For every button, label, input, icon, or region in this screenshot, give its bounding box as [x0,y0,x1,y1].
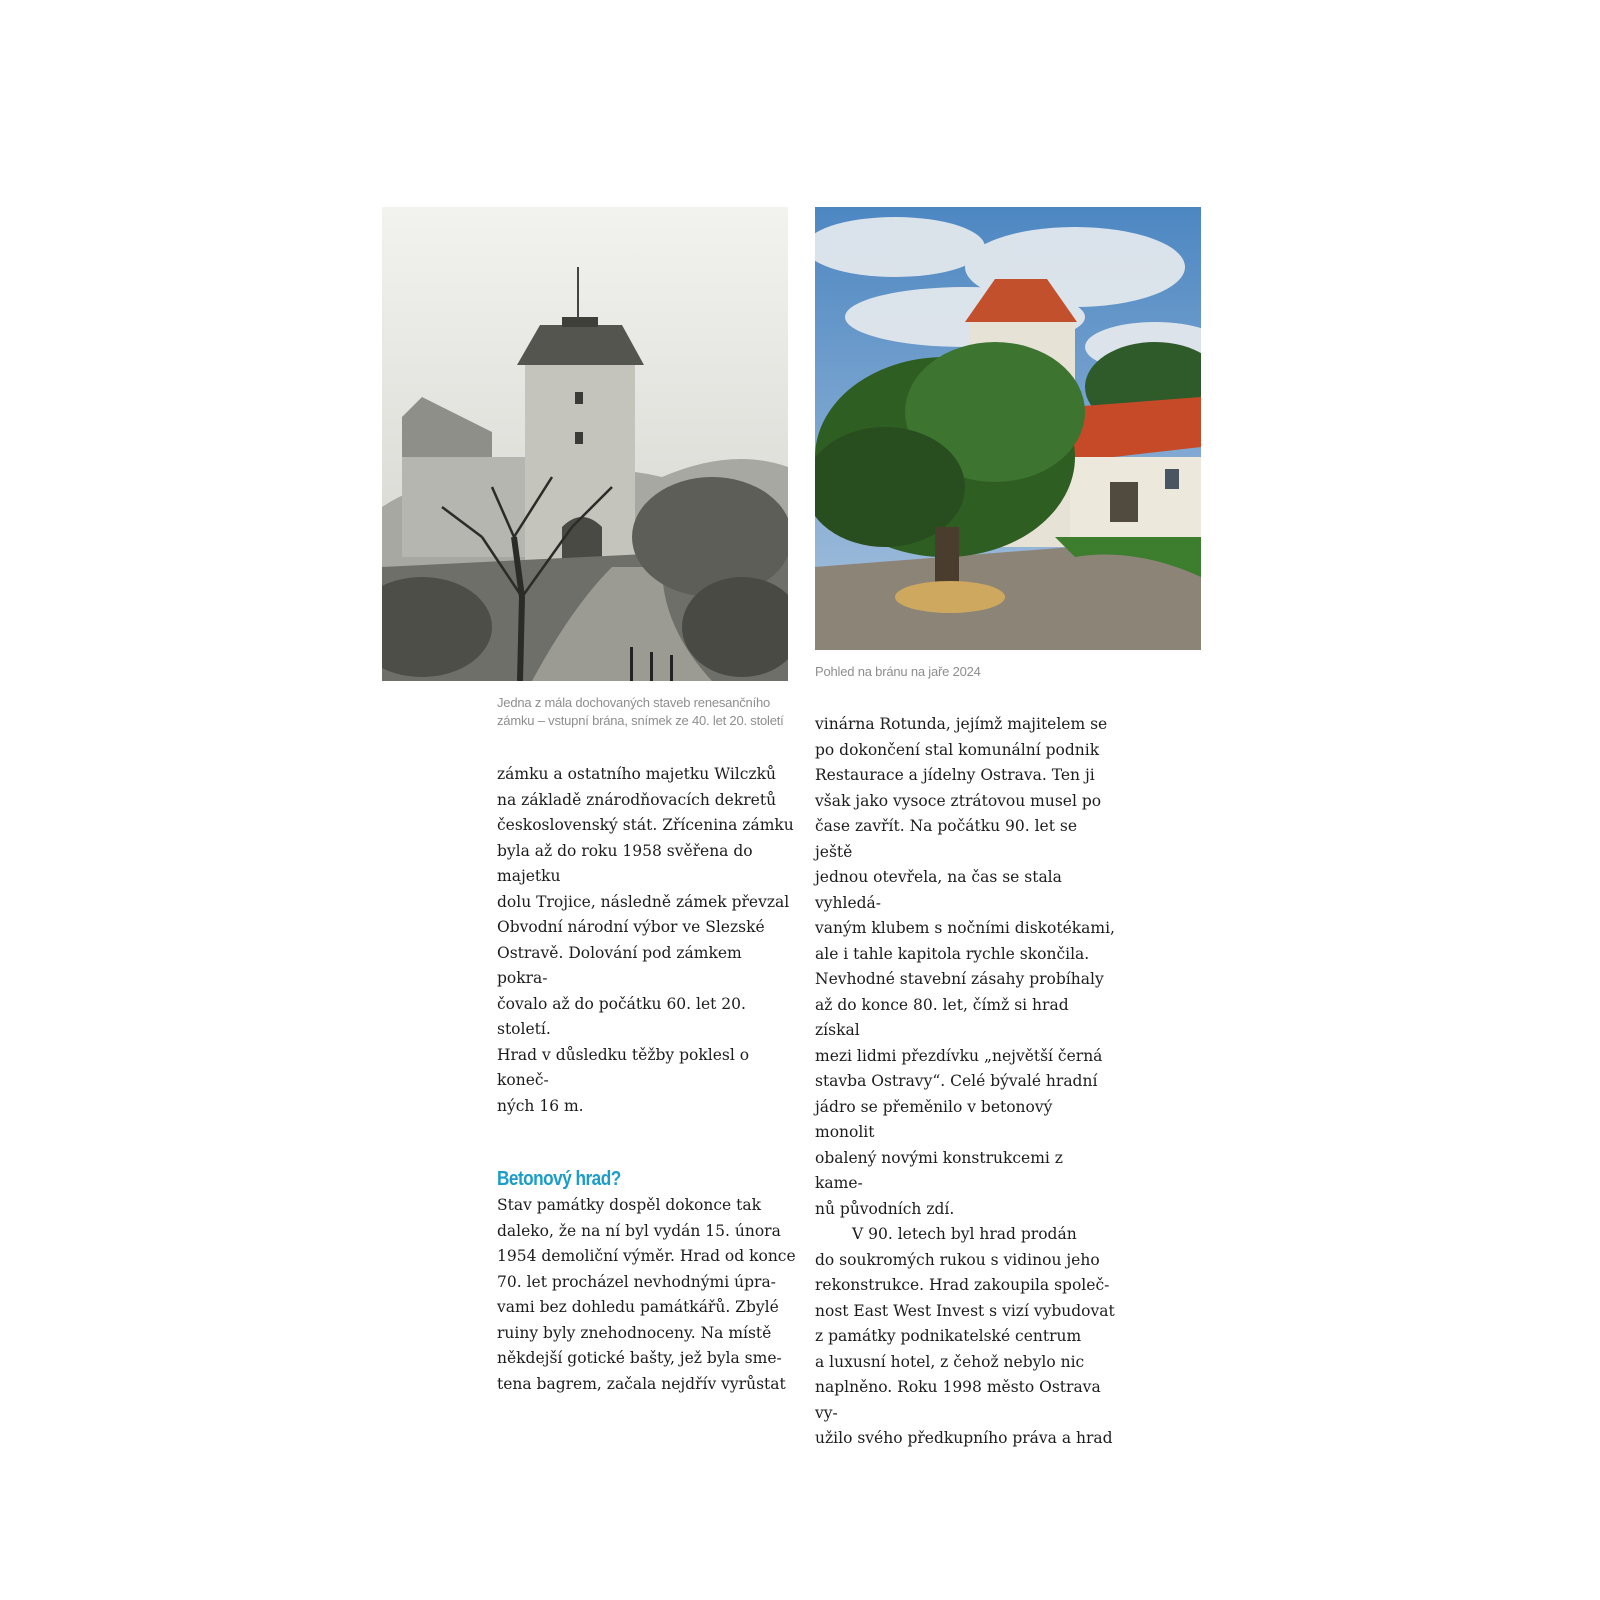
gate-spring-photo [815,207,1201,650]
text-column-left [497,762,797,1397]
body-paragraph: zámku a ostatního majetku Wilczků na základě znárodňovacích dekretů československý stát. Zřícenina zámku byla až do roku 1958 svěřena do majetku dolu Trojice, následně zámek převzal Obvodní národní výbor ve Slezské Ostravě. Dolování pod zámkem pokra- čovalo až do počátku 60. let 20. století. Hrad v důsledku těžby poklesl o koneč- ných 16 m. [497,765,794,1115]
photo-caption-left [497,694,797,730]
body-paragraph: Stav památky dospěl dokonce tak daleko, že na ní byl vydán 15. února 1954 demoliční výměr. Hrad od konce 70. let procházel nevhodnými úpra- vami bez dohledu památkářů. Zbylé ruiny byly znehodnoceny. Na místě někdejší gotické bašty, jež byla sme- tena bagrem, začala nejdřív vyrůstat [497,1196,796,1393]
body-paragraph: V 90. letech byl hrad prodán do soukromých rukou s vidinou jeho rekonstrukce. Hrad zakoupila společ- nost East West Invest s vizí vybudovat z památky podnikatelské centrum a luxusní hotel, z čehož nebylo nic naplněno. Roku 1998 město Ostrava vy- užilo svého předkupního práva a hrad [815,1225,1115,1447]
caption-text: Jedna z mála dochovaných staveb renesančního zámku – vstupní brána, snímek ze 40. let 20. století [497,695,784,728]
text-column-right [815,712,1115,1452]
caption-text: Pohled na bránu na jaře 2024 [815,664,981,679]
body-paragraph: vinárna Rotunda, jejímž majitelem se po dokončení stal komunální podnik Restaurace a jídelny Ostrava. Ten ji však jako vysoce ztrátovou musel po čase zavřít. Na počátku 90. let se ještě jednou otevřela, na čas se stala vyhledá- vaným klubem s nočními diskotékami, ale i tahle kapitola rychle skončila. Nevhodné stavební zásahy probíhaly až do konce 80. let, čímž si hrad získal mezi lidmi přezdívku „největší černá stavba Ostravy“. Celé bývalé hradní jádro se přeměnilo v betonový monolit obalený novými konstrukcemi z kame- nů původních zdí. [815,715,1115,1218]
photo-caption-right [815,663,1115,681]
section-heading: Betonový hrad? [497,1168,621,1190]
historic-gate-photo [382,207,788,681]
